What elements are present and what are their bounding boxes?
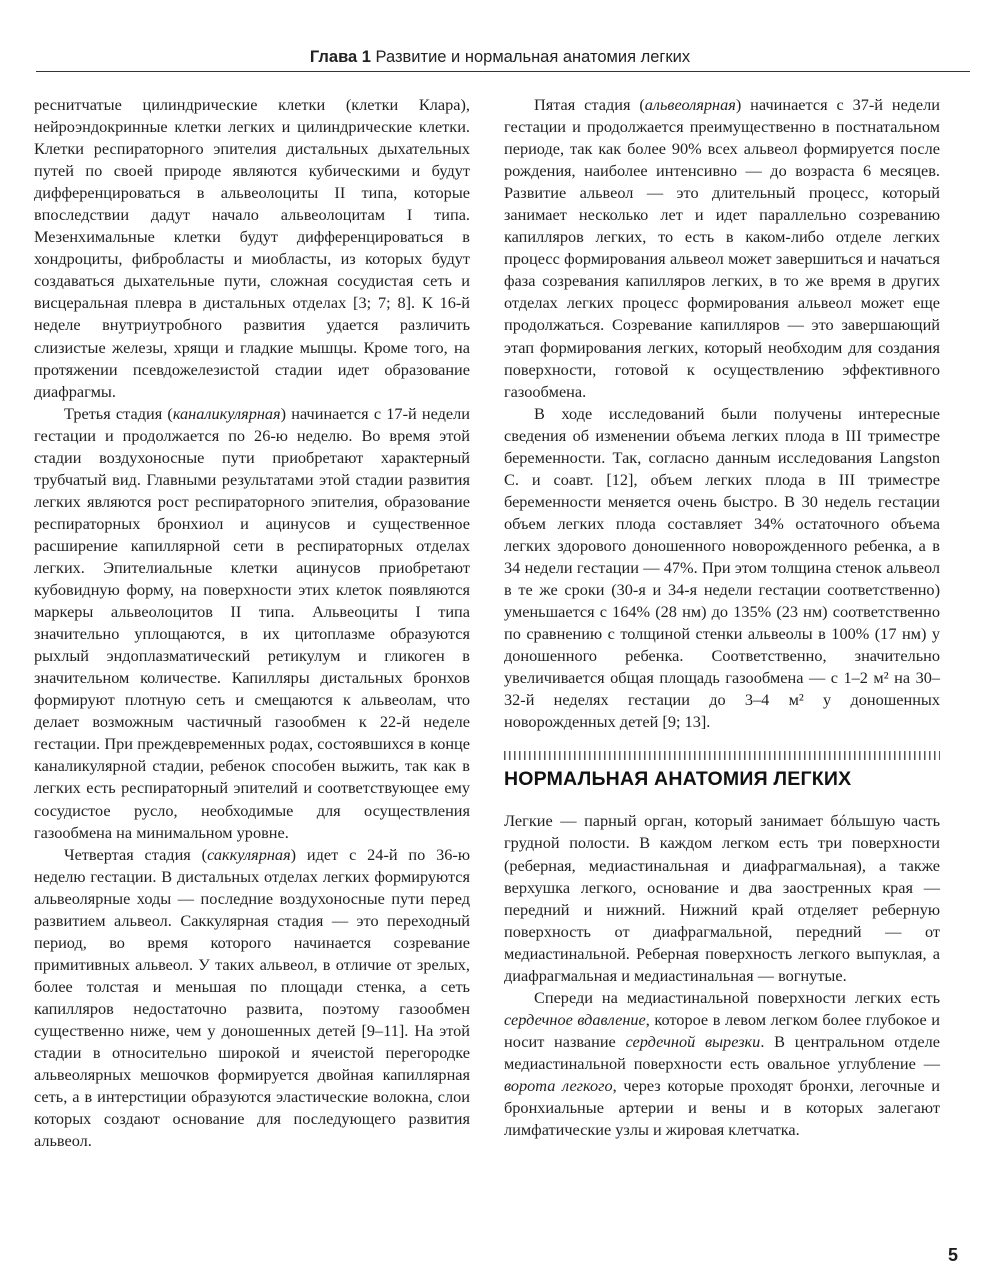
header-rule	[36, 71, 970, 72]
paragraph	[504, 94, 940, 403]
term-italic: ворота легкого	[504, 1075, 613, 1095]
chapter-title: Развитие и нормальная анатомия легких	[375, 48, 691, 66]
left-column	[34, 94, 470, 1152]
section-divider	[504, 751, 940, 760]
paragraph	[504, 987, 940, 1141]
text-run: Четвертая стадия (	[64, 844, 208, 864]
paragraph: Легкие — парный орган, который занимает бóльшую часть грудной полости. В каждом легком есть три поверхности (реберная, медиастинальная и диафрагмальная), а также верхушка легкого, основание и два заостренных края — передний и нижний. Нижний край отделяет реберную поверхность от диафрагмальной, передний — от медиастинальной. Реберная поверхность легкого выпуклая, а диафрагмальная и медиастинальная — вогнутые.	[504, 811, 940, 985]
term-italic: альвеолярная	[644, 95, 736, 114]
paragraph	[34, 403, 470, 844]
page-number: 5	[947, 1245, 958, 1265]
text-run: Пятая стадия (	[534, 95, 645, 114]
chapter-label: Глава 1	[309, 48, 371, 66]
text-run: . В центральном отделе медиастинальной поверхности есть овальное углубление —	[504, 1031, 940, 1073]
paragraph: реснитчатые цилиндрические клетки (клетки Клара), нейроэндокринные клетки легких и цилиндрические клетки. Клетки респираторного эпителия дистальных дыхательных путей по своей природе являются кубическими и будут дифференцироваться в альвеолоциты II типа, которые впоследствии дадут начало альвеолоцитам I типа. Мезенхимальные клетки будут дифференцироваться в хондроциты, фибробласты и миобласты, из которых будут создаваться дыхательные пути, сложная сосудистая сеть и висцеральная плевра в дистальных отделах [3; 7; 8]. К 16-й неделе внутриутробного развития удается различить слизистые железы, хрящи и гладкие мышцы. Кроме того, на протяжении псевдожелезистой стадии идет образование диафрагмы.	[34, 95, 470, 401]
text-run: Спереди на медиастинальной поверхности легких есть	[534, 987, 940, 1007]
text-run: ) начинается с 37-й недели гестации и продолжается преимущественно в постнатальном периоде, так как более 90% всех альвеол формируется после рождения, наиболее интенсивно — до возраста 6 месяцев. Развитие альвеол — это длительный процесс, который занимает несколько лет и идет параллельно созреванию капилляров легких, то есть в каком-либо отделе легких процесс формирования альвеол может завершиться и начаться фаза созревания капилляров легких, в то же время в других отделах легких процесс формирования альвеол может еще продолжаться. Созревание капилляров — это завершающий этап формирования легких, который необходим для создания поверхности, готовой к осуществлению эффективного газообмена.	[504, 95, 940, 401]
running-header	[0, 48, 1000, 67]
term-italic: сердечной вырезки	[625, 1031, 761, 1051]
section-title: НОРМАЛЬНАЯ АНАТОМИЯ ЛЕГКИХ	[504, 768, 852, 791]
paragraph: В ходе исследований были получены интересные сведения об изменении объема легких плода в III триместре беременности. Так, согласно данным исследования Langston C. и соавт. [12], объем легких плода в III триместре беременности меняется очень быстро. В 30 недель гестации объем легких плода составляет 34% остаточного объема легких здорового доношенного новорожденного ребенка, а в 34 недели гестации — 47%. При этом толщина стенок альвеол в те же сроки (30-я и 34-я недели гестации соответственно) уменьшается с 164% (28 нм) до 135% (23 нм) соответственно по сравнению с толщиной стенки альвеолы в 100% (17 нм) у доношенного ребенка. Соответственно, значительно увеличивается общая площадь газообмена — с 1–2 м² на 30–32-й неделях гестации до 3–4 м² у доношенных новорожденных детей [9; 13].	[504, 403, 940, 732]
text-run: , которое в левом легком более глубокое и носит название	[504, 1009, 940, 1051]
term-italic: каналикулярная	[172, 403, 281, 423]
paragraph	[34, 844, 470, 1153]
text-run: Третья стадия (	[64, 403, 173, 423]
text-run: ) идет с 24-й по 36-ю неделю гестации. В дистальных отделах легких формируются альвеолярные ходы — последние воздухоносные пути перед развитием альвеол. Саккулярная стадия — это переходный период, во время которого начинается созревание примитивных альвеол. У таких альвеол, в отличие от зрелых, более толстая и меньшая по площади стенка, а сеть капилляров недостаточно развита, поэтому газообмен существенно ниже, чем у доношенных детей [9–11]. На этой стадии в относительно широкой и ячеистой перегородке альвеолярных мешочков формируется двойная капиллярная сеть, а в интерстиции образуются эластические волокна, слои которых создают основание для последующего развития альвеол.	[34, 844, 470, 1151]
text-run: ) начинается с 17-й недели гестации и продолжается по 26-ю неделю. Во время этой стадии воздухоносные пути приобретают характерный трубчатый вид. Главными результатами этой стадии развития легких являются рост респираторного эпителия, образование респираторных бронхиол и ацинусов и существенное расширение капиллярной сети в респираторных отделах легких. Эпителиальные клетки ацинусов приобретают кубовидную форму, на поверхности этих клеток появляются маркеры альвеолоцитов II типа. Альвеоциты I типа значительно уплощаются, в их цитоплазме образуются рыхлый эндоплазматический ретикулум и гликоген в значительном количестве. Капилляры дистальных бронхов формируют плотную сеть и смещаются к альвеолам, что делает возможным частичный газообмен к 22-й неделе гестации. При преждевременных родах, состоявшихся в конце каналикулярной стадии, ребенок способен выжить, так как в легких есть респираторный эпителий и соответствующее ему сосудистое русло, необходимые для осуществления газообмена на минимальном уровне.	[34, 403, 470, 842]
right-column	[504, 94, 940, 1141]
term-italic: саккулярная	[207, 844, 291, 864]
term-italic: сердечное вдавление	[504, 1009, 646, 1029]
text-run: , через которые проходят бронхи, легочные и бронхиальные артерии и вены и в которых залегают лимфатические узлы и жировая клетчатка.	[504, 1075, 940, 1140]
